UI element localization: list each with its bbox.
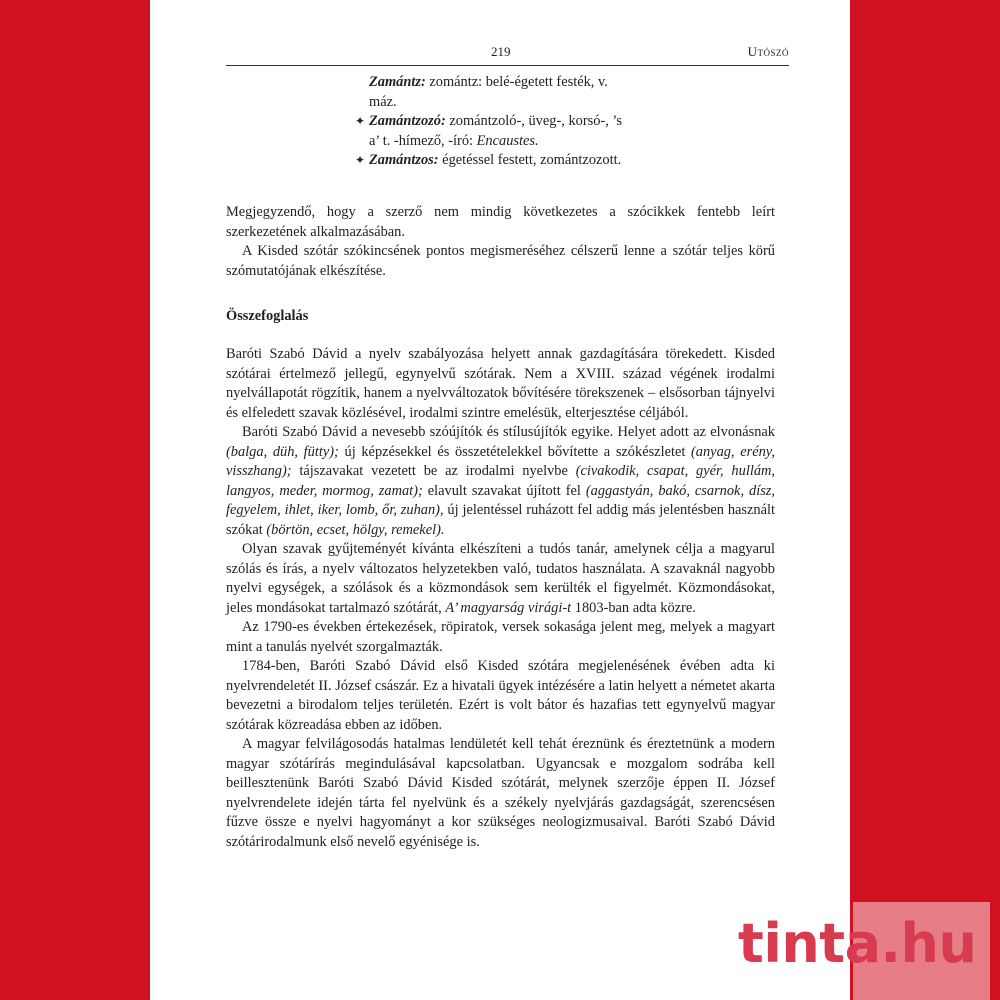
paragraph: Az 1790-es években értekezések, röpiratok, versek sokasága jelent meg, melyek a magyart mint a tanulás nyelvét szorgalmazták. [226, 619, 775, 655]
star-icon: ✦ [355, 114, 366, 128]
header-rule [226, 65, 789, 66]
dictionary-entry: ✦ Zamántzozó: zomántzoló-, üveg-, korsó-, ’s a’ t. -hímező, -író: Encaustes. [355, 113, 623, 149]
dictionary-entry: ✦ Zamántzos: égetéssel festett, zomántzozott. [355, 151, 630, 171]
header-title: Utószó [747, 44, 789, 59]
dictionary-entries [355, 73, 630, 171]
page-number: 219 [491, 44, 511, 59]
paragraph: A magyar felvilágosodás hatalmas lendületét kell tehát éreznünk és éreztetnünk a modern magyar szótárírás megindulásával kapcsolatban. Ugyancsak e mozgalom sodrába kell beillesztenünk Baróti Szabó Dávid Kisded szótárát, melynek szerzője éppen II. József nyelvrendelete idején tárta fel nyelvünk és a székely nyelvjárás gazdagságát, szerencsésen fűzve össze e nyelvi hagyományt a kor szükséges neologizmusaival. Baróti Szabó Dávid szótárirodalmunk első nevelő egyénisége is. [226, 736, 775, 850]
summary-block [226, 345, 775, 852]
paragraph: Megjegyzendő, hogy a szerző nem mindig következetes a szócikkek fentebb leírt szerkezetének alkalmazásában. [226, 204, 775, 240]
running-head [226, 44, 789, 64]
paragraph: Baróti Szabó Dávid a nevesebb szóújítók és stílusújítók egyike. Helyet adott az elvonásnak (balga, düh, fütty); új képzésekkel és összetételekkel bővítette a szókészletet (anyag, erény, visszhang); tájszavakat vezetett be az irodalmi nyelvbe (civakodik, csapat, gyér, hullám, langyos, meder, mormog, zamat); elavult szavakat újított fel (aggastyán, bakó, csarnok, dísz, fegyelem, ihlet, iker, lomb, őr, zuhan), új jelentéssel ruházott fel addig más jelentésben használt szókat (börtön, ecset, hölgy, remekel). [226, 424, 776, 538]
dictionary-entry: Zamántz: zomántz: belé-égetett festék, v. máz. [369, 74, 608, 110]
star-icon: ✦ [355, 153, 366, 167]
brand-watermark: tinta.hu [738, 912, 977, 975]
section-title: Összefoglalás [226, 308, 309, 324]
paragraph: A Kisded szótár szókincsének pontos megismeréséhez célszerű lenne a szótár teljes körű szómutatójának elkészítése. [226, 243, 775, 279]
paragraph: 1784-ben, Baróti Szabó Dávid első Kisded szótára megjelenésének évében adta ki nyelvrendeletét II. József császár. Ez a hivatali ügyek intézésére a latin helyett a németet akarta bevezetni a birodalom teljes területén. Ezért is volt bátor és hazafias tett egynyelvű magyar szótárak közreadása ebben az időben. [226, 658, 775, 733]
note-block [226, 203, 775, 281]
paragraph: Olyan szavak gyűjteményét kívánta elkészíteni a tudós tanár, amelynek célja a magyarul szólás és írás, a nyelv változatos helyzetekben való, tudatos használata. A szavaknál nagyobb nyelvi egységek, a szólások és a közmondások sem kerülték el figyelmét. Közmondásokat, jeles mondásokat tartalmazó szótárát, A’ magyarság virági-t 1803-ban adta közre. [226, 541, 775, 616]
paragraph: Baróti Szabó Dávid a nyelv szabályozása helyett annak gazdagítására törekedett. Kisded szótárai értelmező jellegű, egynyelvű szótárak. Nem a XVIII. század végének irodalmi nyelvállapotát rögzítik, hanem a nyelvváltozatok bővítésére törekszenek – elsősorban tájnyelvi és elfeledett szavak közlésével, irodalmi szintre emelésük, elterjesztése céljából. [226, 346, 775, 421]
